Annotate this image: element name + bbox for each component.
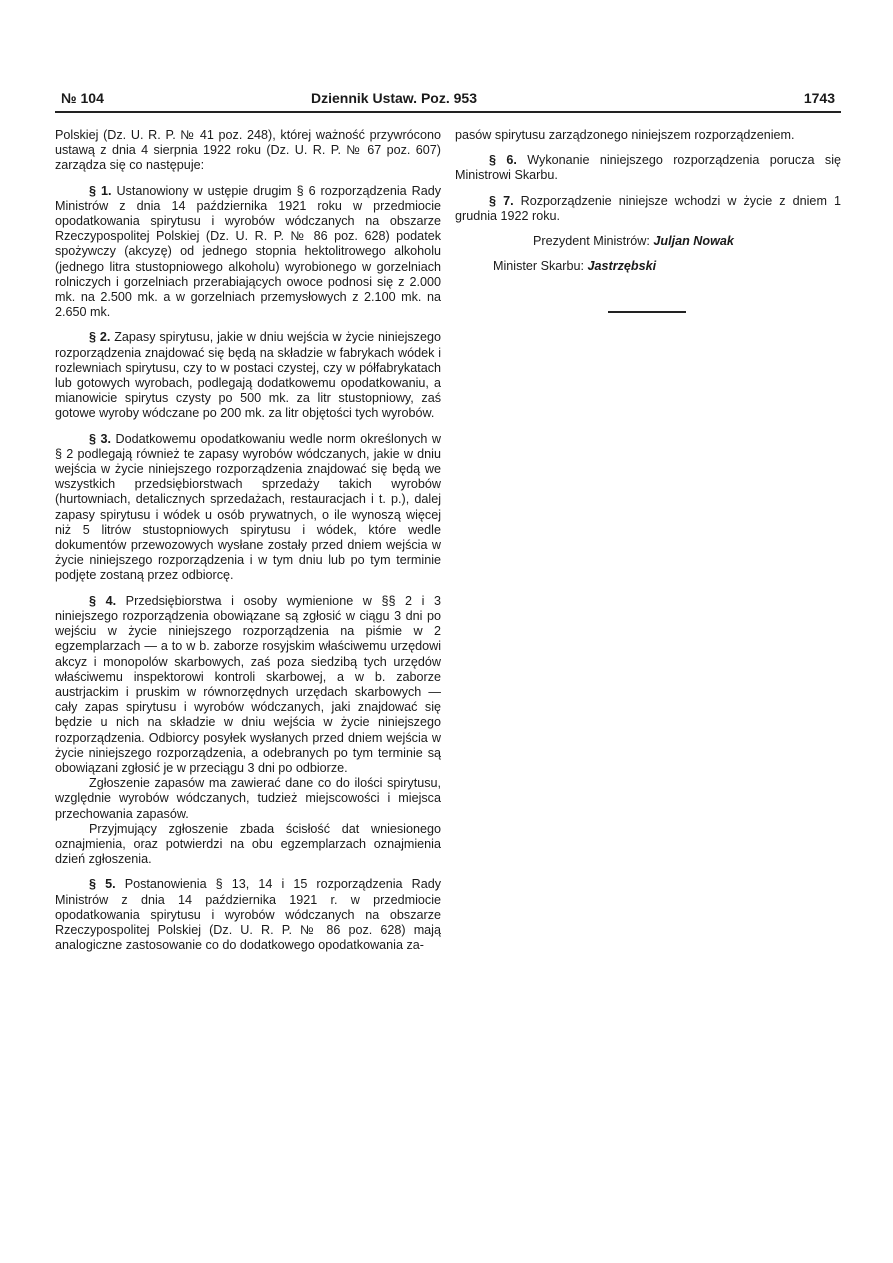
section-2-label: § 2. bbox=[89, 330, 111, 345]
header-rule bbox=[55, 111, 841, 113]
section-6-label: § 6. bbox=[489, 153, 517, 168]
section-4 bbox=[55, 594, 441, 776]
journal-title: Dziennik Ustaw. Poz. 953 bbox=[311, 90, 477, 106]
section-7-label: § 7. bbox=[489, 193, 514, 208]
signature-prime-minister bbox=[455, 234, 841, 249]
section-4-p3-text: Przyjmujący zgłoszenie zbada ścisłość dat wniesionego oznajmienia, oraz potwierdzi na obu egzemplarzach oznajmienia dzień zgłoszenia. bbox=[55, 821, 441, 867]
signature-treasury-minister bbox=[455, 259, 841, 274]
section-2-text: Zapasy spirytusu, jakie w dniu wejścia w życie niniejszego rozporządzenia znajdować się będą na składzie w fabrykach wódek i rozlewniach spirytusu, czy to w postaci czystej, czy w półfabrykatach lub gotowych wyrobach, podlegają dodatkowemu opodatkowaniu, a mianowicie spirytus czysty po 500 mk. za litr stustopniowy, zaś gotowe wyroby wódczane po 200 mk. za litr objętości tych wyrobów. bbox=[55, 330, 441, 421]
section-1-label: § 1. bbox=[89, 183, 112, 198]
continuation-text: pasów spirytusu zarządzonego niniejszem rozporządzeniem. bbox=[455, 128, 795, 142]
left-column bbox=[55, 128, 441, 963]
section-4-label: § 4. bbox=[89, 593, 117, 608]
section-5 bbox=[55, 877, 441, 953]
signature-2-role: Minister Skarbu: bbox=[493, 259, 584, 274]
section-3-label: § 3. bbox=[89, 431, 111, 446]
section-7-text: Rozporządzenie niniejsze wchodzi w życie z dniem 1 grudnia 1922 roku. bbox=[455, 193, 841, 223]
section-2 bbox=[55, 330, 441, 421]
section-4-paragraph-2 bbox=[55, 776, 441, 822]
section-3 bbox=[55, 432, 441, 584]
section-5-text: Postanowienia § 13, 14 i 15 rozporządzenia Rady Ministrów z dnia 14 października 1921 r. w przedmiocie opodatkowania spirytusu i wyrobów wódczanych na obszarze Rzeczypospolitej Polskiej (Dz. U. R. P. № 86 poz. 628) mają analogiczne zastosowanie co do dodatkowego opodatkowania za- bbox=[55, 877, 441, 953]
section-4-p2-text: Zgłoszenie zapasów ma zawierać dane co do ilości spirytusu, względnie wyrobów wódczanych, tudzież miejscowości i miejsca przechowania zapasów. bbox=[55, 776, 441, 821]
issue-number: № 104 bbox=[61, 90, 104, 106]
end-rule bbox=[608, 311, 686, 313]
section-7 bbox=[455, 194, 841, 224]
continuation-paragraph bbox=[455, 128, 841, 143]
section-6-text: Wykonanie niniejszego rozporządzenia porucza się Ministrowi Skarbu. bbox=[455, 153, 841, 183]
signature-1-role: Prezydent Ministrów: bbox=[533, 234, 650, 249]
section-4-text: Przedsiębiorstwa i osoby wymienione w §§ 2 i 3 niniejszego rozporządzenia obowiązane są zgłosić w ciągu 3 dni po wejściu w życie niniejszego rozporządzenia na piśmie w 2 egzemplarzach — a to w b. zaborze rosyjskim właściwemu urzędowi akcyz i monopolów skarbowych, zaś poza siedzibą tych urzędów właściwemu inspektorowi kontroli skarbowej, a w b. zaborze austrjackim i pruskim w równorzędnych urzędach skarbowych — cały zapas spirytusu i wyrobów wódczanych, jaki znajdować się będzie u nich na składzie w dniu wejścia w życie niniejszego rozporządzenia. Odbiorcy posyłek wysłanych przed dniem wejścia w życie niniejszego rozporządzenia, a odebranych po tym terminie są obowiązani zgłosić je w przeciągu 3 dni po odbiorze. bbox=[55, 593, 441, 775]
signature-1-name: Juljan Nowak bbox=[653, 234, 734, 249]
section-3-text: Dodatkowemu opodatkowaniu wedle norm określonych w § 2 podlegają również te zapasy wyrobów wódczanych, jakie w dniu wejścia w życie niniejszego rozporządzenia znajdować się będą we wszystkich przedsiębiorstwach sprzedaży takich wyrobów (hurtowniach, detalicznych sprzedażach, restauracjach i t. p.), dalej zapasy spirytusu i wódek u osób prywatnych, o ile wynoszą więcej niż 5 litrów stustopniowych spirytusu i wódek, które wedle dokumentów przewozowych wysłane zostały przed dniem wejścia w życie niniejszego rozporządzenia i w tym dniu lub po tym terminie podjęte zostaną przez odbiorcę. bbox=[55, 431, 441, 583]
section-1 bbox=[55, 184, 441, 321]
intro-text: Polskiej (Dz. U. R. P. № 41 poz. 248), której ważność przywrócono ustawą z dnia 4 sierpnia 1922 roku (Dz. U. R. P. № 67 poz. 607) zarządza się co następuje: bbox=[55, 128, 441, 173]
section-1-text: Ustanowiony w ustępie drugim § 6 rozporządzenia Rady Ministrów z dnia 14 października 1921 roku w przedmiocie opodatkowania spirytusu i wyrobów wódczanych na obszarze Rzeczypospolitej Polskiej (Dz. U. R. P. № 86 poz. 628) podatek spożywczy (akcyzę) od jednego stopnia hektolitrowego alkoholu (jednego litra stustopniowego alkoholu) wyrobionego w gorzelniach rolniczych i gorzelniach przerabiających owoce podnosi się z 2.000 mk. na 2.500 mk. a w gorzelniach przemysłowych z 2.100 mk. na 2.650 mk. bbox=[55, 183, 442, 320]
section-6 bbox=[455, 153, 841, 183]
intro-paragraph bbox=[55, 128, 441, 174]
section-4-paragraph-3 bbox=[55, 822, 441, 868]
right-column bbox=[455, 128, 841, 284]
section-5-label: § 5. bbox=[89, 877, 116, 892]
page-header bbox=[55, 88, 841, 110]
signature-2-name: Jastrzębski bbox=[587, 259, 657, 274]
page-number: 1743 bbox=[803, 90, 835, 106]
